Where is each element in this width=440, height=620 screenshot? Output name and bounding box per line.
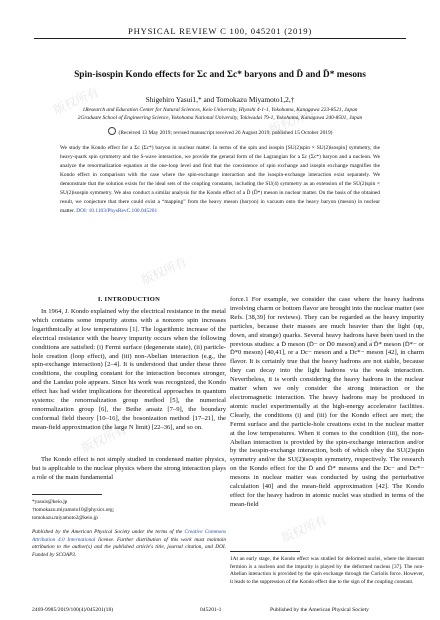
author-email-1[interactable]: *yasuis@keio.jp [32, 499, 68, 505]
footer-page-number: 045201-1 [200, 607, 222, 613]
watermark: 版权所有 [279, 512, 329, 546]
watermark: 版权所有 [79, 422, 129, 456]
received-dates [20, 127, 420, 136]
abstract [60, 144, 380, 216]
affiliation-1: 1Research and Education Center for Natural Sciences, Keio University, Hiyoshi 4-1-1, Yokohama, Kanagawa 223-8521, Japan [82, 107, 358, 113]
abstract-text: We study the Kondo effect for a Σc (Σc*) baryon in nuclear matter. In terms of the spin and isospin [SU(2)spin × SU(2)isospin] symmetry, the heavy-quark spin symmetry and the S-wave interaction, we provide the general form of the Lagrangian for a Σc (Σc*) baryon and a nucleon. We analyze the renormalization equation at the one-loop level and find that the coexistence of spin exchange and isospin exchange magnifies the Kondo effect in comparison with the case where the spin-exchange interaction and the isospin-exchange interaction exist separately. We demonstrate that the solution exists for the ideal sets of the coupling constants, including the SU(4) symmetry as an extension of the SU(2)spin × SU(2)isospin symmetry. We also conduct a similar analysis for the Kondo effect of a D̄ (D̄*) meson in nuclear matter. On the basis of the obtained result, we conjecture that there could exist a “mapping” from the heavy meson (baryon) in vacuum onto the heavy baryon (meson) in nuclear matter. [60, 145, 380, 215]
author-list: Shigehiro Yasui1,* and Tomokazu Miyamoto1,2,† [145, 95, 295, 104]
license-text-pre: Published by the American Physical Society under the terms of the [32, 529, 183, 535]
footnote-rule [230, 551, 300, 552]
intro-paragraph-1: In 1964, J. Kondo explained why the electrical resistance in the metal which contains some impurity atoms with a nonzero spin increases logarithmically at low temperatures [1]. The logarithmic increase of the electrical resistance with the heavy impurity occurs when the following conditions are satisfied: (i) Fermi surface (degenerate state), (ii) particle-hole creation (loop effect), and (iii) non-Abelian interaction (e.g., the spin-exchange interaction) [2–4]. It is understood that under these three conditions, the coupling constant for the interaction becomes stronger, and the Landau pole appears. Since his work was recognized, the Kondo effect has had wider implications for theoretical approaches in quantum systems: the renormalization group method [5], the numerical renormalization group [6], the Bethe ansatz [7–9], the boundary conformal field theory [10–16], the bosonization method [17–21], the mean-field approximation (the large N limit) [22–36], and so on. [32, 308, 226, 431]
watermark: 版权所有 [267, 104, 317, 138]
received-text: (Received 13 May 2019; revised manuscript received 26 August 2019; published 15 October 2019) [118, 130, 333, 136]
author-email-3[interactable]: tomokazu.miyamoto2@keio.jp [32, 515, 98, 521]
affiliation-2: 2Graduate School of Engineering Science, Yokohama National University, Tokiwadai 79-1, Yokohama, Kanagawa 240-8501, Japan [77, 115, 363, 121]
watermark: 版权所有 [139, 254, 189, 288]
footer-issn: 2469-9985/2019/100(4)/045201(18) [32, 607, 114, 613]
header-rule [34, 38, 406, 39]
footnote-1: 1At an early stage, the Kondo effect was studied for deformed nuclei, where the itinerant fermion is a nucleon and the impurity is played by the deformed nucleus [37]. The non-Abelian interaction is provided by the spin exchange through the Coriolis force. However, it leads to the suppression of the Kondo effect due to the sign of the coupling constant. [230, 556, 424, 586]
license-text-post: license. Further distribution of this work must maintain attribution to the author(s) and the published article's title, journal citation, and DOI. Funded by SCOAP3. [32, 536, 226, 559]
crossmark-icon[interactable] [108, 127, 116, 135]
doi-link[interactable]: DOI: 10.1103/PhysRevC.100.045201 [76, 208, 158, 215]
watermark: 版权所有 [349, 322, 399, 356]
license-note [32, 529, 226, 560]
paper-title: Spin-isospin Kondo effects for Σc and Σc* baryons and D̄ and D̄* mesons [74, 70, 366, 80]
journal-header: PHYSICAL REVIEW C 100, 045201 (2019) [128, 26, 312, 36]
section-heading: I. INTRODUCTION [97, 296, 161, 303]
watermark: 版权所有 [51, 84, 101, 118]
intro-right-column: force.1 For example, we consider the case where the heavy hadrons involving charm or bottom flavor are brought into the nuclear matter (see Refs. [38,39] for reviews). They can be regarded as the heavy impurity particles, because their masses are much heavier than the light (up, down, and strange) quarks. Several heavy hadrons have been used in the previous studies: a D̄ meson (D̄− or D̄0 meson) and a D̄* meson (D̄*− or D̄*0 meson) [40,41], or a Dc− meson and a Dc*− meson [42], in charm flavor. It is certainly true that the heavy hadrons are not stable, because they can decay into the light hadrons via the weak interaction. Nevertheless, it is worth considering the heavy hadrons in the nuclear matter when we only consider the strong interaction or the electromagnetic interaction. The heavy hadrons may be produced in atomic nuclei experimentally at the high-energy accelerator facilities. Clearly, the conditions (i) and (iii) for the Kondo effect are met; the Fermi surface and the particle-hole creations exist in the nuclear matter at the low temperatures. When it comes to the condition (iii), the non-Abelian interaction is provided by the spin-exchange interaction and/or by the isospin-exchange interaction, both of which obey the SU(2)spin symmetry and/or the SU(2)isospin symmetry, respectively. The research on the Kondo effect for the D̄ and D̄* mesons and the Dc− and Dc*− mesons in nuclear matter was conducted by using the perturbative calculation [40] and the mean-field approximation [42]. The Kondo effect for the heavy hadron in atomic nuclei was studied in terms of the mean-field [230, 296, 424, 508]
footnote-rule [32, 494, 102, 495]
author-email-2[interactable]: †tomokazu.miyamoto10@physics.org; [32, 507, 115, 513]
footer-publisher: Published by the American Physical Society [270, 607, 369, 613]
intro-paragraph-2: The Kondo effect is not simply studied in condensed matter physics, but is applicable to the nuclear physics where the strong interaction plays a role of the main fundamental [32, 456, 226, 481]
license-link[interactable]: Creative Commons Attribution 4.0 International [32, 529, 227, 543]
